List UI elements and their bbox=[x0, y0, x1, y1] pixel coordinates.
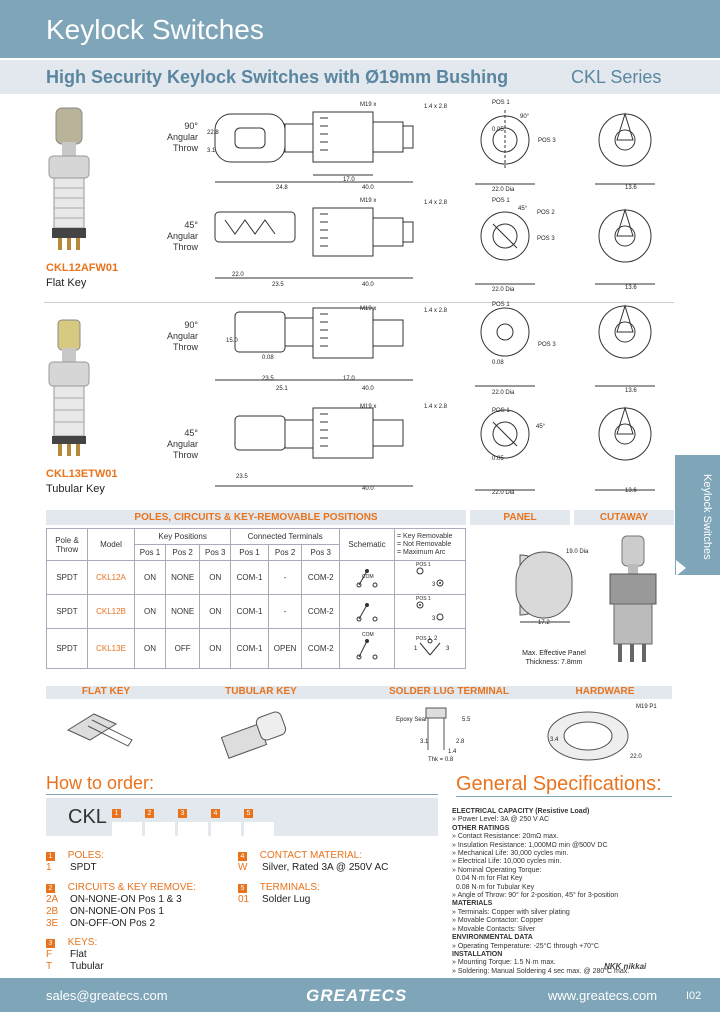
side-tab-label: Keylock Switches bbox=[701, 474, 713, 560]
cell-c3: COM-2 bbox=[302, 595, 340, 629]
spec-line: » Insulation Resistance: 1,000MΩ min @500V DC bbox=[452, 841, 608, 849]
dim-ang45-2: 45° bbox=[518, 206, 528, 212]
term-code: 01 bbox=[238, 894, 250, 905]
flat-key-label: FLAT KEY bbox=[81, 686, 131, 697]
dim-220dia-3: 22.0 Dia bbox=[492, 390, 515, 396]
dim-008-3: 0.08 bbox=[262, 355, 274, 361]
hw-220: 22.0 bbox=[630, 754, 642, 760]
schem-n3-1: 3 bbox=[432, 582, 436, 588]
keys-code: F bbox=[46, 949, 53, 960]
dim-228: 22.8 bbox=[207, 130, 219, 136]
solder-lug-label: SOLDER LUG TERMINAL bbox=[389, 686, 509, 697]
dim-170-3: 17.0 bbox=[343, 376, 355, 382]
circ-title: CIRCUITS & KEY REMOVE: bbox=[67, 882, 196, 893]
spec-line: » Power Level: 3A @ 250 V AC bbox=[452, 816, 549, 824]
dim-14-1: 1.4 x 2.8 bbox=[424, 104, 448, 110]
hdr-schematic: Schematic bbox=[348, 540, 386, 549]
spec-line: » Operating Temperature: -25°C through +70°C bbox=[452, 942, 599, 950]
cell-k2: NONE bbox=[166, 595, 200, 629]
dim-170-1: 17.0 bbox=[343, 177, 355, 183]
panel-dia: 19.0 Dia bbox=[566, 549, 589, 555]
dim-m19-4: M19 x bbox=[360, 404, 377, 410]
cell-model: CKL12A bbox=[88, 561, 135, 595]
flat-key-switch-photo bbox=[44, 104, 94, 254]
hdr-kpos2: Pos 2 bbox=[172, 548, 193, 557]
dim-251-3: 25.1 bbox=[276, 386, 288, 392]
table-row bbox=[47, 595, 466, 629]
cell-c1: COM-1 bbox=[231, 629, 268, 669]
hdr-kpos1: Pos 1 bbox=[139, 548, 161, 557]
contact-block bbox=[238, 850, 388, 874]
bottom-drawings bbox=[48, 700, 668, 770]
dim-pos1-1: POS 1 bbox=[492, 100, 510, 106]
order-box-num-2: 2 bbox=[145, 809, 154, 818]
dim-pos3-3: POS 3 bbox=[538, 342, 556, 348]
dim-008-3b: 0.08 bbox=[492, 360, 504, 366]
product-name-2: Tubular Key bbox=[46, 483, 105, 495]
page-number: I02 bbox=[686, 990, 702, 1002]
dim-pos2-2: POS 2 bbox=[537, 210, 555, 216]
legend-removable: = Key Removable bbox=[397, 532, 453, 540]
cell-c2: OPEN bbox=[268, 629, 302, 669]
spec-line: ELECTRICAL CAPACITY (Resistive Load) bbox=[452, 808, 590, 815]
poles-block bbox=[46, 850, 104, 874]
cell-c1: COM-1 bbox=[231, 595, 268, 629]
spec-line: 0.04 N·m for Flat Key bbox=[452, 875, 523, 883]
dim-235-1: 23.5 bbox=[272, 282, 284, 288]
tubular-key-switch-photo bbox=[44, 318, 94, 458]
dim-400-4: 40.0 bbox=[362, 486, 374, 492]
dim-pos1-3: POS 1 bbox=[492, 302, 510, 308]
dim-235-4: 23.5 bbox=[236, 474, 248, 480]
tab-arrow-icon bbox=[676, 560, 686, 576]
legend-not-removable: = Not Removable bbox=[397, 540, 452, 548]
cell-pt: SPDT bbox=[47, 595, 88, 629]
product-code-2: CKL13ETW01 bbox=[46, 468, 118, 480]
dim-pos3-2: POS 3 bbox=[537, 236, 555, 242]
circuits-block bbox=[46, 882, 196, 930]
hw-m19: M19 P1 bbox=[636, 704, 657, 710]
general-title: General Specifications: bbox=[456, 773, 662, 795]
hdr-kpos3: Pos 3 bbox=[205, 548, 226, 557]
poles-text: SPDT bbox=[70, 862, 97, 873]
panel-width: 17.2 bbox=[538, 620, 550, 626]
dim-m19-2: M19 x bbox=[360, 198, 377, 204]
keys-title: KEYS: bbox=[67, 937, 98, 948]
schem-n2-3: 2 bbox=[434, 636, 438, 642]
footer-logo: GREATECS bbox=[306, 986, 408, 1005]
dim-14-4: 1.4 x 2.8 bbox=[424, 404, 448, 410]
general-rule bbox=[456, 796, 672, 797]
hdr-cpos2: Pos 2 bbox=[274, 548, 296, 557]
dim-136-4: 13.6 bbox=[625, 488, 637, 494]
contact-text: Silver, Rated 3A @ 250V AC bbox=[262, 862, 389, 873]
spec-line: » Soldering: Manual Soldering 4 sec max. @ 280°C max. bbox=[452, 967, 630, 975]
schem-n3-3: 3 bbox=[446, 646, 450, 652]
cell-k3: ON bbox=[200, 629, 231, 669]
cell-k1: ON bbox=[135, 595, 166, 629]
order-box-5[interactable] bbox=[244, 802, 274, 844]
spec-line: ENVIRONMENTAL DATA bbox=[452, 934, 533, 942]
panel-note-2: Thickness: 7.8mm bbox=[525, 659, 583, 666]
dim-400-2: 40.0 bbox=[362, 282, 374, 288]
circ-text: ON-NONE-ON Pos 1 & 3 bbox=[70, 894, 182, 905]
schematic-cell bbox=[340, 595, 395, 629]
keys-text: Tubular bbox=[70, 961, 104, 972]
cell-model: CKL12B bbox=[88, 595, 135, 629]
dim-pos1-4: POS 1 bbox=[492, 408, 510, 414]
poles-code: 1 bbox=[46, 862, 52, 873]
schem-pos1-3: POS 1 bbox=[416, 636, 431, 642]
order-prefix: CKL bbox=[68, 806, 107, 828]
schem-n1-3: 1 bbox=[414, 646, 418, 652]
order-box-3[interactable] bbox=[178, 802, 208, 844]
cutaway-photo bbox=[600, 530, 670, 670]
hw-34: 3.4 bbox=[550, 737, 559, 743]
dim-136-3: 13.6 bbox=[625, 388, 637, 394]
keys-block bbox=[46, 937, 104, 973]
table-row bbox=[47, 561, 466, 595]
hdr-model: Model bbox=[100, 540, 122, 549]
schematic-icon bbox=[347, 597, 387, 625]
general-spec-list bbox=[452, 808, 672, 976]
hdr-cpos1: Pos 1 bbox=[239, 548, 260, 557]
dim-042: 0.05 bbox=[492, 456, 504, 462]
spec-line: MATERIALS bbox=[452, 900, 493, 908]
cell-model: CKL13E bbox=[88, 629, 135, 669]
cell-k2: OFF bbox=[166, 629, 200, 669]
schem-pos1-2: POS 1 bbox=[416, 596, 431, 602]
term-num: 5 bbox=[238, 884, 247, 893]
keys-text: Flat bbox=[70, 949, 87, 960]
cutaway-title: CUTAWAY bbox=[574, 510, 674, 525]
schem-pos1-1: POS 1 bbox=[416, 562, 431, 568]
solder-55: 5.5 bbox=[462, 717, 471, 723]
cell-k1: ON bbox=[135, 561, 166, 595]
product-code-1: CKL12AFW01 bbox=[46, 262, 119, 274]
order-box-2[interactable] bbox=[145, 802, 175, 844]
dim-ang90-1: 90° bbox=[520, 114, 530, 120]
panel-title: PANEL bbox=[470, 510, 570, 525]
cell-c1: COM-1 bbox=[231, 561, 268, 595]
contact-title: CONTACT MATERIAL: bbox=[259, 850, 363, 861]
throw-label-2: 45° Angular Throw bbox=[166, 220, 198, 252]
spec-line: » Movable Contactor: Copper bbox=[452, 917, 544, 925]
spec-line: » Movable Contacts: Silver bbox=[452, 925, 536, 933]
dim-220dia-1: 22.0 Dia bbox=[492, 187, 515, 193]
order-title: How to order: bbox=[46, 773, 155, 793]
footer-website[interactable]: www.greatecs.com bbox=[548, 988, 658, 1003]
hdr-cpos3: Pos 3 bbox=[310, 548, 331, 557]
dim-pos3-1: POS 3 bbox=[538, 138, 556, 144]
dim-005: 0.05 bbox=[492, 127, 504, 133]
dim-14-2: 1.4 x 2.8 bbox=[424, 200, 448, 206]
dim-400-1: 40.0 bbox=[362, 185, 374, 191]
circ-code: 3E bbox=[46, 918, 59, 929]
cell-c3: COM-2 bbox=[302, 561, 340, 595]
technical-drawings bbox=[205, 100, 675, 500]
spec-line: » Contact Resistance: 20mΩ max. bbox=[452, 833, 559, 841]
order-box-num-1: 1 bbox=[112, 809, 121, 818]
dim-220dia-2: 22.0 Dia bbox=[492, 287, 515, 293]
order-rule bbox=[46, 794, 438, 795]
circ-code: 2A bbox=[46, 894, 59, 905]
contact-num: 4 bbox=[238, 852, 247, 861]
dim-m19-3: M19 x bbox=[360, 306, 377, 312]
product-name-1: Flat Key bbox=[46, 277, 87, 289]
hdr-pole-throw: Pole & Throw bbox=[55, 535, 79, 554]
hdr-key-positions: Key Positions bbox=[158, 532, 207, 541]
cell-k3: ON bbox=[200, 561, 231, 595]
term-text: Solder Lug bbox=[262, 894, 311, 905]
solder-28: 2.8 bbox=[456, 739, 465, 745]
term-title: TERMINALS: bbox=[259, 882, 320, 893]
tubular-key-label: TUBULAR KEY bbox=[225, 686, 297, 697]
circ-text: ON-OFF-ON Pos 2 bbox=[70, 918, 156, 929]
position-cell bbox=[395, 629, 466, 669]
throw-label-4: 45° Angular Throw bbox=[166, 428, 198, 460]
hdr-connected: Connected Terminals bbox=[247, 532, 323, 541]
order-box-1[interactable] bbox=[112, 802, 142, 844]
subheader-title: High Security Keylock Switches with Ø19mm Bushing bbox=[46, 67, 509, 87]
dim-150: 15.0 bbox=[226, 338, 238, 344]
spec-line: » Mounting Torque: 1.5 N·m max. bbox=[452, 959, 556, 967]
dim-220-1: 22.0 bbox=[232, 272, 244, 278]
spec-line: » Terminals: Copper with silver plating bbox=[452, 908, 570, 916]
order-box-num-3: 3 bbox=[178, 809, 187, 818]
cell-k3: ON bbox=[200, 595, 231, 629]
table-title: POLES, CIRCUITS & KEY-REMOVABLE POSITIONS bbox=[46, 510, 466, 525]
cell-k1: ON bbox=[135, 629, 166, 669]
poles-title: POLES: bbox=[67, 850, 104, 861]
page-title: Keylock Switches bbox=[46, 14, 264, 45]
cell-pt: SPDT bbox=[47, 561, 88, 595]
order-box-num-5: 5 bbox=[244, 809, 253, 818]
throw-label-3: 90° Angular Throw bbox=[166, 320, 198, 352]
dim-14-3: 1.4 x 2.8 bbox=[424, 308, 448, 314]
circ-text: ON-NONE-ON Pos 1 bbox=[70, 906, 164, 917]
cell-k2: NONE bbox=[166, 561, 200, 595]
spec-line: 0.08 N·m for Tubular Key bbox=[452, 883, 535, 891]
dim-136-1: 13.6 bbox=[625, 185, 637, 191]
series-name: CKL Series bbox=[571, 67, 662, 87]
spec-line: » Angle of Throw: 90° for 2-position, 45° for 3-position bbox=[452, 892, 619, 900]
brand-logo: NKK nikkai bbox=[604, 962, 647, 971]
solder-thk: Thk = 0.8 bbox=[428, 757, 454, 763]
spec-line: » Nominal Operating Torque: bbox=[452, 866, 542, 874]
panel-note-1: Max. Effective Panel bbox=[522, 650, 586, 657]
dim-235-3: 23.5 bbox=[262, 376, 274, 382]
dim-31: 3.1 bbox=[207, 148, 216, 154]
footer-email[interactable]: sales@greatecs.com bbox=[46, 988, 168, 1003]
contact-code: W bbox=[238, 862, 248, 873]
spec-line: OTHER RATINGS bbox=[452, 824, 510, 832]
order-box-4[interactable] bbox=[211, 802, 241, 844]
table-row bbox=[47, 629, 466, 669]
schem-n3-2: 3 bbox=[432, 616, 436, 622]
keys-num: 3 bbox=[46, 939, 55, 948]
spec-line: INSTALLATION bbox=[452, 950, 503, 958]
cell-c3: COM-2 bbox=[302, 629, 340, 669]
spec-line: » Electrical Life: 10,000 cycles min. bbox=[452, 858, 562, 866]
cell-pt: SPDT bbox=[47, 629, 88, 669]
dim-220dia-4: 22.0 Dia bbox=[492, 490, 515, 496]
throw-label-1: 90° Angular Throw bbox=[166, 121, 198, 153]
dim-136-2: 13.6 bbox=[625, 285, 637, 291]
schem-com-3: COM bbox=[362, 632, 374, 638]
cell-c2: - bbox=[268, 561, 302, 595]
order-box-num-4: 4 bbox=[211, 809, 220, 818]
dim-ang45-4: 45° bbox=[536, 424, 546, 430]
dim-248: 24.8 bbox=[276, 185, 288, 191]
dim-m19-1: M19 x bbox=[360, 102, 377, 108]
dim-400-3: 40.0 bbox=[362, 386, 374, 392]
legend-max-arc: = Maximum Arc bbox=[397, 548, 446, 556]
poles-num: 1 bbox=[46, 852, 55, 861]
schem-com-1: COM bbox=[362, 574, 374, 580]
solder-31: 3.1 bbox=[420, 739, 429, 745]
solder-14: 1.4 bbox=[448, 749, 457, 755]
poles-table bbox=[46, 528, 466, 669]
keys-code: T bbox=[46, 961, 53, 972]
circ-num: 2 bbox=[46, 884, 55, 893]
circ-code: 2B bbox=[46, 906, 59, 917]
terminals-block bbox=[238, 882, 320, 906]
cell-c2: - bbox=[268, 595, 302, 629]
hardware-label: HARDWARE bbox=[575, 686, 635, 697]
spec-line: » Mechanical Life: 30,000 cycles min. bbox=[452, 850, 569, 858]
dim-pos1-2: POS 1 bbox=[492, 198, 510, 204]
solder-epoxy: Epoxy Seal bbox=[396, 717, 427, 723]
